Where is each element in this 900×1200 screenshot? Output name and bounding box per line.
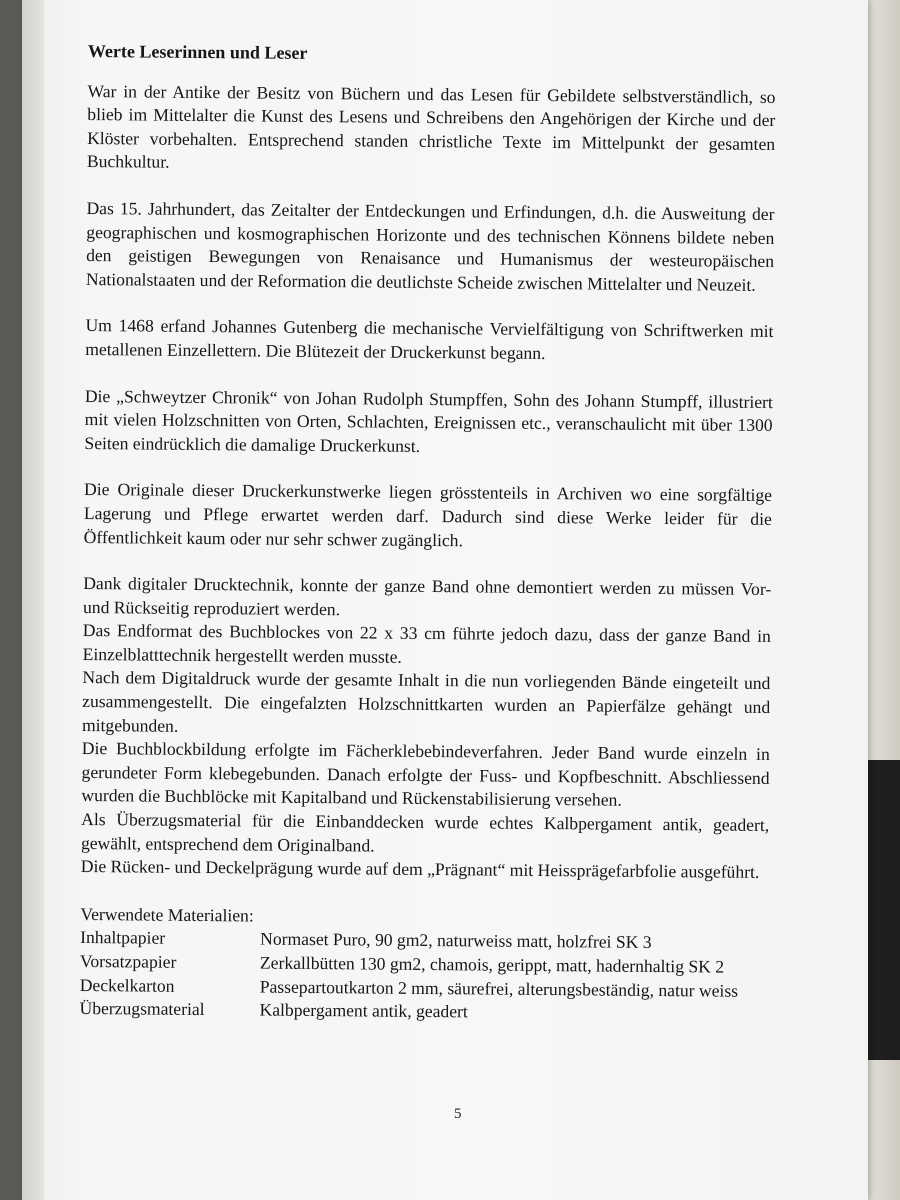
material-value: Kalbpergament antik, geadert <box>259 999 468 1022</box>
production-line: Dank digitaler Drucktechnik, konnte der ganze Band ohne demontiert werden zu müssen Vor- und Rückseitig reproduziert werden. <box>82 573 772 619</box>
material-label: Überzugsmaterial <box>79 998 205 1020</box>
production-line: Die Rücken- und Deckelprägung wurde auf dem „Prägnant“ mit Heissprägefarbfolie ausgeführt. <box>80 856 760 883</box>
paragraph-1: War in der Antike der Besitz von Büchern und das Lesen für Gebildete selbstverständlich, so blieb im Mittelalter die Kunst des Lesens und Schreibens den Angehörigen der Kirche und der Klöster vorbehalten. Entsprechend standen christliche Texte im Mittelpunkt der gesamten Buchkultur. <box>86 80 776 173</box>
material-label: Vorsatzpapier <box>79 950 177 972</box>
production-section <box>81 572 772 885</box>
book-page <box>22 0 868 1200</box>
material-value: Zerkallbütten 130 gm2, chamois, gerippt, matt, hadernhaltig SK 2 <box>259 952 725 977</box>
page-number: 5 <box>454 1106 462 1122</box>
production-line: Die Buchblockbildung erfolgte im Fächerklebebindeverfahren. Jeder Band wurde einzeln in gerundeter Form klebegebunden. Danach erfolgte der Fuss- und Kopfbeschnitt. Abschliessend wurden die Buchblöcke mit Kapitalband und Rückenstabilisierung versehen. <box>81 738 770 811</box>
production-line: Nach dem Digitaldruck wurde der gesamte Inhalt in die nun vorliegenden Bände eingeteilt und zusammengestellt. Die eingefalzten Holzschnittkarten wurden an Papierfälze gehängt und mitgebunden. <box>81 667 771 736</box>
page-content <box>79 40 776 1027</box>
paragraph-2: Das 15. Jahrhundert, das Zeitalter der Entdeckungen und Erfindungen, d.h. die Ausweitung der geographischen und kosmographischen Horizonte und des technischen Könnens bildete neben den geistigen Bewegungen von Renaisance und Humanismus der westeuropäischen Nationalstaaten und der Reformation die deutlichste Scheide zwischen Mittelalter und Neuzeit. <box>85 197 775 295</box>
material-value: Normaset Puro, 90 gm2, naturweiss matt, holzfrei SK 3 <box>260 928 652 953</box>
paragraph-5: Die Originale dieser Druckerkunstwerke liegen grösstenteils in Archiven wo eine sorgfältige Lagerung und Pflege erwartet werden darf. Dadurch sind diese Werke leider für die Öffentlichkeit kaum oder nur sehr schwer zugänglich. <box>83 479 773 550</box>
page-heading: Werte Leserinnen und Leser <box>87 40 308 63</box>
materials-title: Verwendete Materialien: <box>80 903 254 926</box>
paragraph-3: Um 1468 erfand Johannes Gutenberg die mechanische Vervielfältigung von Schriftwerken mit metallenen Einzellettern. Die Blütezeit der Druckerkunst begann. <box>85 315 774 363</box>
material-value: Passepartoutkarton 2 mm, säurefrei, alterungsbeständig, natur weiss <box>259 976 739 1001</box>
production-line: Als Überzugsmaterial für die Einbanddecken wurde echtes Kalbpergament antik, geadert, gewählt, entsprechend dem Originalband. <box>80 809 770 856</box>
paragraph-4: Die „Schweytzer Chronik“ von Johan Rudolph Stumpffen, Sohn des Johann Stumpff, illustriert mit vielen Holzschnitten von Orten, Schlachten, Ereignissen etc., veranschaulicht mit über 1300 Seiten eindrücklich die damalige Druckerkunst. <box>84 385 773 456</box>
page-gutter <box>22 0 44 1200</box>
material-label: Inhaltpapier <box>80 927 166 949</box>
production-line: Das Endformat des Buchblockes von 22 x 33 cm führte jedoch dazu, dass der ganze Band in Einzelblatttechnik hergestellt werden musste. <box>82 620 771 667</box>
materials-list <box>79 903 768 1027</box>
materials-row <box>79 997 767 1027</box>
material-label: Deckelkarton <box>79 974 175 996</box>
